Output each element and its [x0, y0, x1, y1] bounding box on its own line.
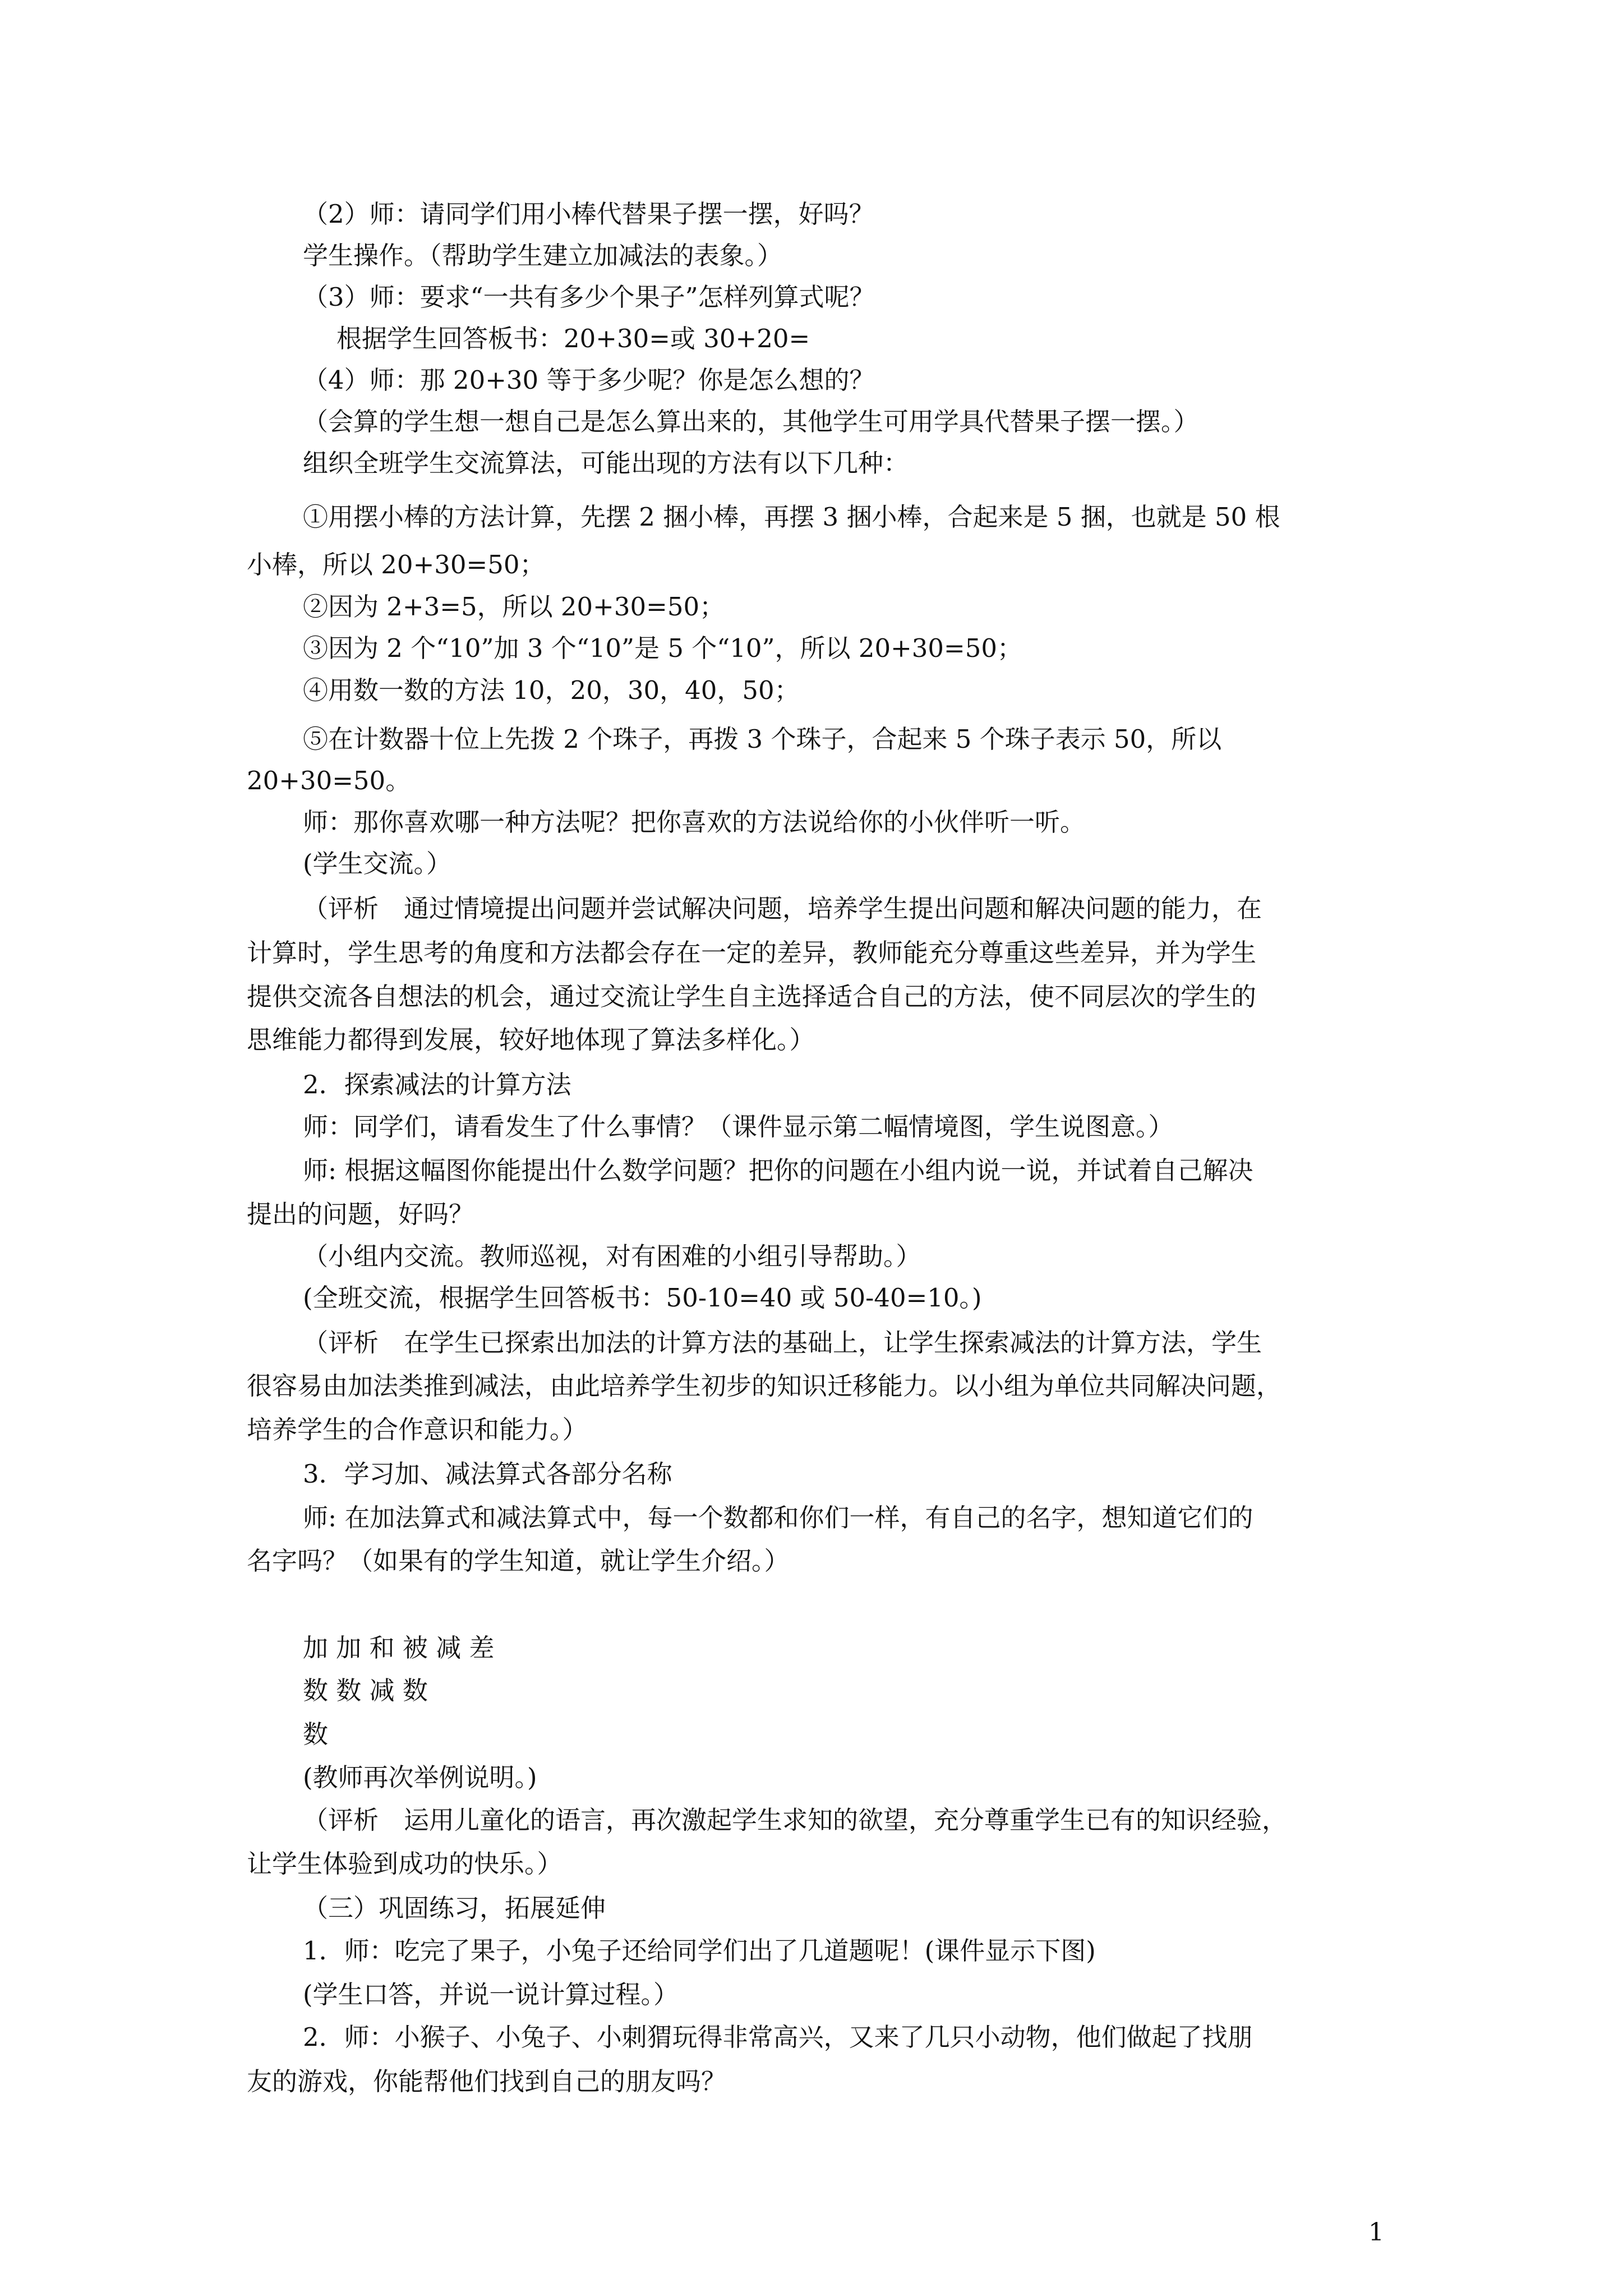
text-line: （小组内交流。教师巡视，对有困难的小组引导帮助。）: [303, 1241, 921, 1271]
section-heading: （三）巩固练习，拓展延伸: [303, 1893, 606, 1923]
text-line: 师: 在加法算式和减法算式中，每一个数都和你们一样，有自己的名字，想知道它们的: [303, 1503, 1253, 1533]
text-line: 师：那你喜欢哪一种方法呢？把你喜欢的方法说给你的小伙伴听一听。: [303, 807, 1086, 837]
text-line: （评析 通过情境提出问题并尝试解决问题，培养学生提出问题和解决问题的能力，在: [303, 894, 1262, 923]
text-line: ⑤在计数器十位上先拨 2 个珠子，再拨 3 个珠子，合起来 5 个珠子表示 50，所以: [303, 724, 1222, 754]
text-line: 提供交流各自想法的机会，通过交流让学生自主选择适合自己的方法，使不同层次的学生的: [247, 982, 1257, 1011]
text-line: (学生口答，并说一说计算过程。）: [303, 1980, 679, 2009]
board-labels-row: 加 加 和 被 减 差: [303, 1633, 495, 1663]
text-line: ①用摆小棒的方法计算，先摆 2 捆小棒，再摆 3 捆小棒，合起来是 5 捆，也就是 50 根: [303, 502, 1280, 532]
text-line: ②因为 2+3=5，所以 20+30=50；: [303, 592, 725, 622]
text-line: （4）师：那 20+30 等于多少呢？你是怎么想的？: [303, 365, 875, 395]
text-line: 学生操作。（帮助学生建立加减法的表象。）: [303, 241, 783, 270]
text-line: （评析 运用儿童化的语言，再次激起学生求知的欲望，充分尊重学生已有的知识经验，: [303, 1805, 1288, 1835]
text-line: 让学生体验到成功的快乐。）: [247, 1849, 562, 1879]
text-line: 20+30=50。: [247, 766, 411, 795]
text-line: ③因为 2 个“10”加 3 个“10”是 5 个“10”，所以 20+30=50；: [303, 633, 1023, 663]
text-line: (全班交流，根据学生回答板书：50-10=40 或 50-40=10。): [303, 1283, 982, 1313]
text-line: （评析 在学生已探索出加法的计算方法的基础上，让学生探索减法的计算方法，学生: [303, 1328, 1262, 1358]
text-line: （会算的学生想一想自己是怎么算出来的，其他学生可用学具代替果子摆一摆。）: [303, 407, 1199, 436]
text-line: 思维能力都得到发展，较好地体现了算法多样化。）: [247, 1025, 815, 1055]
text-line: (教师再次举例说明。): [303, 1763, 537, 1792]
text-line: (学生交流。）: [303, 849, 452, 878]
text-line: 师：同学们，请看发生了什么事情？（课件显示第二幅情境图，学生说图意。）: [303, 1112, 1174, 1142]
text-line: 计算时，学生思考的角度和方法都会存在一定的差异，教师能充分尊重这些差异，并为学生: [247, 938, 1257, 968]
text-line: 很容易由加法类推到减法，由此培养学生初步的知识迁移能力。以小组为单位共同解决问题，: [247, 1371, 1282, 1401]
section-heading: 2．探索减法的计算方法: [303, 1070, 571, 1099]
text-line: 小棒，所以 20+30=50；: [247, 550, 545, 579]
text-line: 师: 根据这幅图你能提出什么数学问题？把你的问题在小组内说一说，并试着自己解决: [303, 1156, 1253, 1185]
board-labels-row: 数: [303, 1719, 329, 1749]
board-labels-row: 数 数 减 数: [303, 1676, 428, 1705]
text-line: 名字吗？（如果有的学生知道，就让学生介绍。）: [247, 1546, 790, 1576]
text-line: 根据学生回答板书：20+30=或 30+20=: [336, 324, 810, 353]
section-heading: 3．学习加、减法算式各部分名称: [303, 1459, 672, 1489]
page-number: 1: [1368, 2218, 1384, 2247]
text-line: 2．师：小猴子、小兔子、小刺猬玩得非常高兴，又来了几只小动物，他们做起了找朋: [303, 2022, 1253, 2052]
text-line: 组织全班学生交流算法，可能出现的方法有以下几种：: [303, 448, 909, 478]
text-line: 培养学生的合作意识和能力。）: [247, 1415, 588, 1444]
text-line: 提出的问题，好吗？: [247, 1199, 474, 1229]
text-line: ④用数一数的方法 10，20，30，40，50；: [303, 675, 800, 705]
text-line: 1．师：吃完了果子，小兔子还给同学们出了几道题呢！(课件显示下图): [303, 1936, 1096, 1966]
text-line: （2）师：请同学们用小棒代替果子摆一摆，好吗？: [303, 199, 874, 229]
text-line: （3）师：要求“一共有多少个果子”怎样列算式呢？: [303, 282, 875, 312]
text-line: 友的游戏，你能帮他们找到自己的朋友吗？: [247, 2067, 727, 2096]
